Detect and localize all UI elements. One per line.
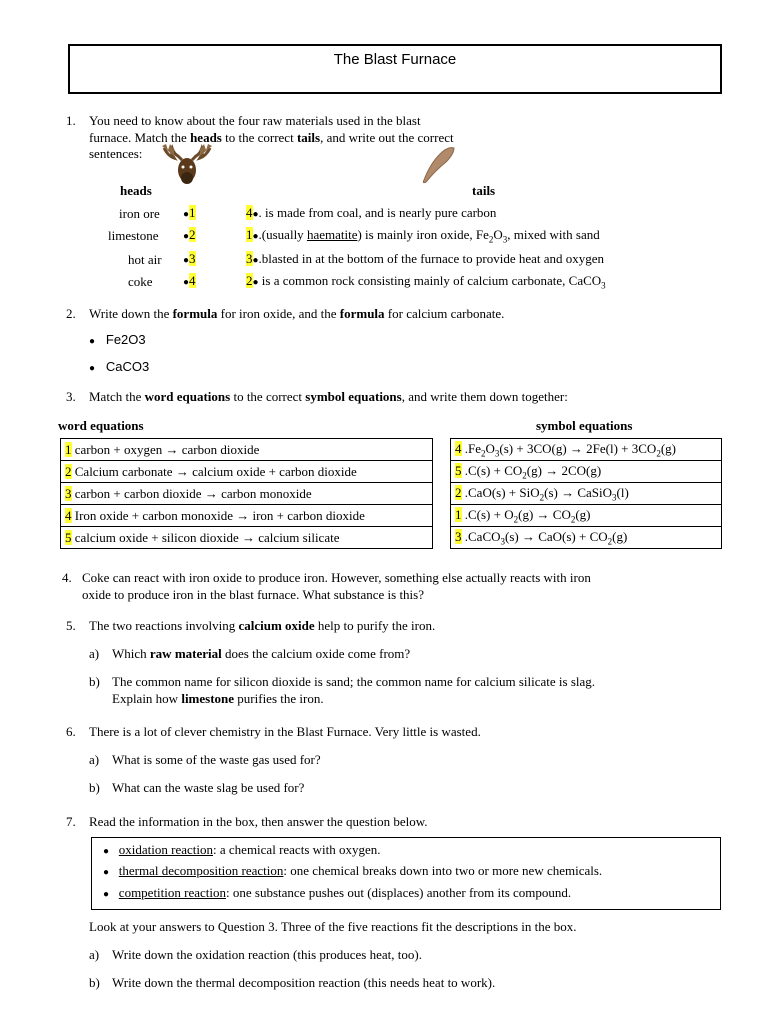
q7a-text: Write down the oxidation reaction (this produces heat, too). — [112, 947, 422, 962]
tail-item: 2● is a common rock consisting mainly of calcium carbonate, CaCO$_3$ — [246, 273, 606, 291]
tail-item: 3●.blasted in at the bottom of the furnace to provide heat and oxygen — [246, 251, 605, 266]
table-row: 1 carbon + oxygen → carbon dioxide — [61, 439, 433, 461]
page-title: The Blast Furnace — [333, 51, 457, 68]
q7-after: Look at your answers to Question 3. Three of the five reactions fit the descriptions in the box. — [89, 919, 577, 934]
word-equations-header: word equations — [58, 418, 144, 433]
q6-text: There is a lot of clever chemistry in the Blast Furnace. Very little is wasted. — [89, 724, 481, 739]
table-row: 2 Calcium carbonate → calcium oxide + carbon dioxide — [61, 461, 433, 483]
head-item: hot air — [128, 252, 162, 267]
symbol-equations-table — [450, 438, 722, 549]
q3-number: 3. — [66, 389, 76, 404]
head-answer: ●3 — [183, 251, 196, 266]
q5b-label: b) — [89, 674, 100, 689]
q6a-label: a) — [89, 752, 100, 767]
q5-number: 5. — [66, 618, 76, 633]
tail-item: 1●.(usually haematite) is mainly iron oxide, $Fe_2O_3$, mixed with sand — [246, 227, 600, 245]
q6b-label: b) — [89, 780, 100, 795]
q7b-text: Write down the thermal decomposition reaction (this needs heat to work). — [112, 975, 496, 990]
q2-text: Write down the formula for iron oxide, and the formula for calcium carbonate. — [89, 306, 505, 321]
head-answer: ●1 — [183, 205, 196, 220]
table-row: 3 .CaCO$_3$(s) → $CaO(s) + CO_2(g)$ — [451, 527, 722, 549]
definition-item: ● competition reaction: one substance pushes out (displaces) another from its compound. — [103, 885, 572, 900]
q2-number: 2. — [66, 306, 76, 321]
q6b-text: What can the waste slag be used for? — [112, 780, 305, 795]
q5b-line1: The common name for silicon dioxide is sand; the common name for calcium silicate is slag. — [112, 674, 596, 689]
tail-icon — [418, 144, 458, 186]
table-row: 4 Iron oxide + carbon monoxide → iron + carbon dioxide — [61, 505, 433, 527]
symbol-equations-header: symbol equations — [536, 418, 633, 433]
head-answer: ●2 — [183, 227, 196, 242]
q7a-label: a) — [89, 947, 100, 962]
heads-label: heads — [120, 183, 152, 198]
tails-label: tails — [472, 183, 496, 198]
q4-number: 4. — [62, 570, 72, 585]
table-row: 1 $.C(s) + O_2(g) \to CO_2(g)$ — [451, 505, 722, 527]
definition-item: ● oxidation reaction: a chemical reacts with oxygen. — [103, 842, 381, 857]
table-row: 3 carbon + carbon dioxide → carbon monoxide — [61, 483, 433, 505]
q4-line2: oxide to produce iron in the blast furnace. What substance is this? — [82, 587, 424, 602]
q1-line3: sentences: — [89, 146, 143, 161]
q7b-label: b) — [89, 975, 100, 990]
table-row: 5 $.C(s) + CO_2(g) \to 2CO(g)$ — [451, 461, 722, 483]
moose-head-icon — [160, 142, 214, 186]
q5-text: The two reactions involving calcium oxide help to purify the iron. — [89, 618, 436, 633]
table-row: 4 $.Fe_2O_3(s) + 3CO(g) \to 2Fe(l) + 3CO_2(g)$ — [451, 439, 722, 461]
word-equations-table — [60, 438, 433, 549]
q2-answer: ● CaCO3 — [89, 359, 150, 374]
q5b-line2: Explain how limestone purifies the iron. — [112, 691, 324, 706]
q2-answer: ● Fe2O3 — [89, 332, 146, 347]
q7-number: 7. — [66, 814, 76, 829]
title-box — [68, 44, 722, 94]
q1-number: 1. — [66, 113, 76, 128]
head-item: iron ore — [119, 206, 160, 221]
head-item: coke — [128, 274, 153, 289]
q7-text: Read the information in the box, then answer the question below. — [89, 814, 428, 829]
q1-line1: You need to know about the four raw materials used in the blast — [89, 113, 421, 128]
q5a-label: a) — [89, 646, 100, 661]
definition-item: ● thermal decomposition reaction: one chemical breaks down into two or more new chemicals. — [103, 863, 603, 878]
table-row: 2 .CaO(s) + SiO$_2$(s) → CaSiO$_3$(l) — [451, 483, 722, 505]
head-item: limestone — [108, 228, 159, 243]
q6-number: 6. — [66, 724, 76, 739]
q4-line1: Coke can react with iron oxide to produce iron. However, something else actually reacts with iron — [82, 570, 591, 585]
head-answer: ●4 — [183, 273, 196, 288]
q1-line2: furnace. Match the heads to the correct tails, and write out the correct — [89, 130, 454, 145]
q6a-text: What is some of the waste gas used for? — [112, 752, 321, 767]
table-row: 5 calcium oxide + silicon dioxide → calcium silicate — [61, 527, 433, 549]
q5a-text: Which raw material does the calcium oxide come from? — [112, 646, 411, 661]
tail-item: 4●. is made from coal, and is nearly pure carbon — [246, 205, 497, 220]
q3-text: Match the word equations to the correct symbol equations, and write them down together: — [89, 389, 568, 404]
